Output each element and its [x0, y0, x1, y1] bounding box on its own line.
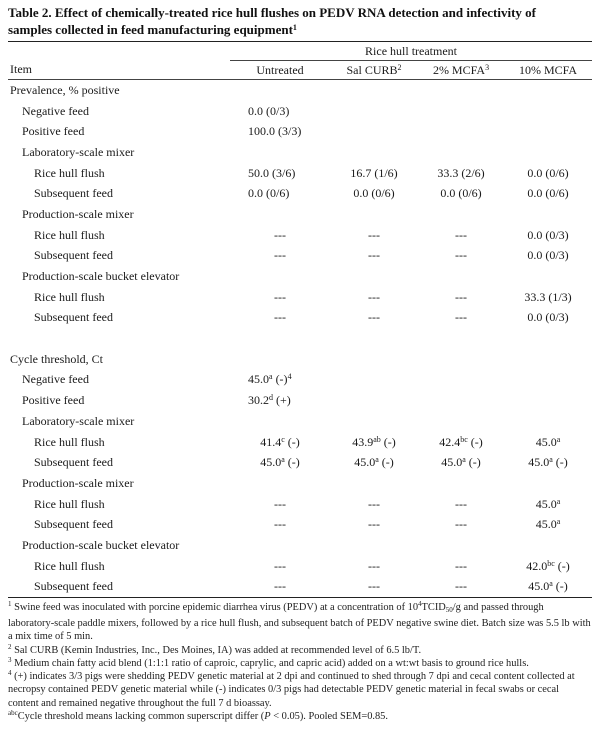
footnote-5: $^{abc}$Cycle threshold means lacking common superscript differ (P < 0.05). Pooled SEM=0.85.: [8, 709, 388, 723]
col-10-mcfa: 10% MCFA: [518, 62, 578, 77]
table-row: Subsequent feed 0.0 (0/6) 0.0 (0/6) 0.0 (0/6) 0.0 (0/6): [34, 186, 569, 201]
table-row: Rice hull flush --- --- --- 42.0$^{bc}$ (-): [34, 558, 570, 573]
table-row: Rice hull flush --- --- --- 33.3 (1/3): [34, 289, 572, 304]
footnote-2: $^2$ Sal CURB (Kemin Industries, Inc., Des Moines, IA) was added at recommended level of 6.5 lb/T.: [8, 642, 422, 656]
subsection-heading: Production-scale mixer: [22, 475, 134, 490]
table-row: Rice hull flush --- --- --- 45.0$^a$: [34, 496, 561, 511]
subsection-heading: Laboratory-scale mixer: [22, 413, 135, 428]
table-row: Rice hull flush 50.0 (3/6) 16.7 (1/6) 33.3 (2/6) 0.0 (0/6): [34, 165, 569, 180]
title-line-2: samples collected in feed manufacturing equipment: [8, 22, 293, 37]
subsection-heading: Laboratory-scale mixer: [22, 144, 135, 159]
table-row: Subsequent feed --- --- --- 45.0$^a$: [34, 517, 561, 532]
title-footnote-marker: 1: [292, 23, 297, 32]
footnote-1: $^1$ Swine feed was inoculated with porcine epidemic diarrhea virus (PEDV) at a concentration of $10^4TCID_{50}/g$ and passed through laboratory-scale paddle mixers, followed by a rice hull flush, and subsequent batch of PEDV negative swine diet. Batch size was 5.5 lb with a mix time of 5 min.: [8, 599, 591, 643]
table-row: Subsequent feed --- --- --- 0.0 (0/3): [34, 248, 569, 263]
col-sal-curb: Sal CURB$^2$: [346, 62, 402, 77]
subsection-heading: Production-scale bucket elevator: [22, 537, 180, 552]
footnote-4: $^4$ (+) indicates 3/3 pigs were shedding PEDV genetic material at 2 dpi and continued to shed through 7 dpi and cecal content collected at necropsy contained PEDV genetic material while (-) indicates 0/3 pigs had detectable PEDV genetic material in fecal swabs or cecal content and remained negative throughout the full 7 d bioassay.: [8, 669, 575, 709]
table-row: Subsequent feed 45.0$^a$ (-) 45.0$^a$ (-) 45.0$^a$ (-) 45.0$^a$ (-): [34, 455, 568, 470]
title-line-1: Table 2. Effect of chemically-treated rice hull flushes on PEDV RNA detection and infectivity of: [8, 5, 537, 20]
col-untreated: Untreated: [256, 62, 304, 77]
table-row: Negative feed 0.0 (0/3): [22, 103, 290, 118]
footnotes: [8, 601, 592, 724]
results-table: [8, 41, 592, 598]
table-title: [8, 4, 592, 38]
subsection-heading: Production-scale bucket elevator: [22, 269, 180, 284]
col-2-mcfa: 2% MCFA$^3$: [432, 62, 490, 77]
table-row: Subsequent feed --- --- --- 45.0$^a$ (-): [8, 577, 592, 598]
table-container: [8, 4, 592, 723]
table-row: Rice hull flush 41.4$^c$ (-) 43.9$^{ab}$ (-) 42.4$^{bc}$ (-) 45.0$^a$: [34, 434, 561, 449]
table-row: Positive feed 100.0 (3/3): [22, 124, 302, 139]
subsection-heading: Production-scale mixer: [22, 206, 134, 221]
item-header: Item: [10, 62, 32, 77]
section-heading-prevalence: Prevalence, % positive: [10, 82, 120, 97]
footnote-3: $^3$ Medium chain fatty acid blend (1:1:1 ratio of caproic, caprylic, and capric acid) added on a wt:wt basis to ground rice hulls.: [8, 655, 529, 669]
section-heading-cycle-threshold: Cycle threshold, Ct: [10, 351, 103, 366]
spanning-header: Rice hull treatment: [230, 42, 592, 61]
table-row: Positive feed 30.2$^d$ (+): [22, 393, 291, 408]
table-row: Negative feed 45.0$^a$ $(-)^4$: [22, 372, 292, 387]
table-row: Subsequent feed --- --- --- 0.0 (0/3): [34, 310, 569, 325]
table-row: Rice hull flush --- --- --- 0.0 (0/3): [34, 227, 569, 242]
